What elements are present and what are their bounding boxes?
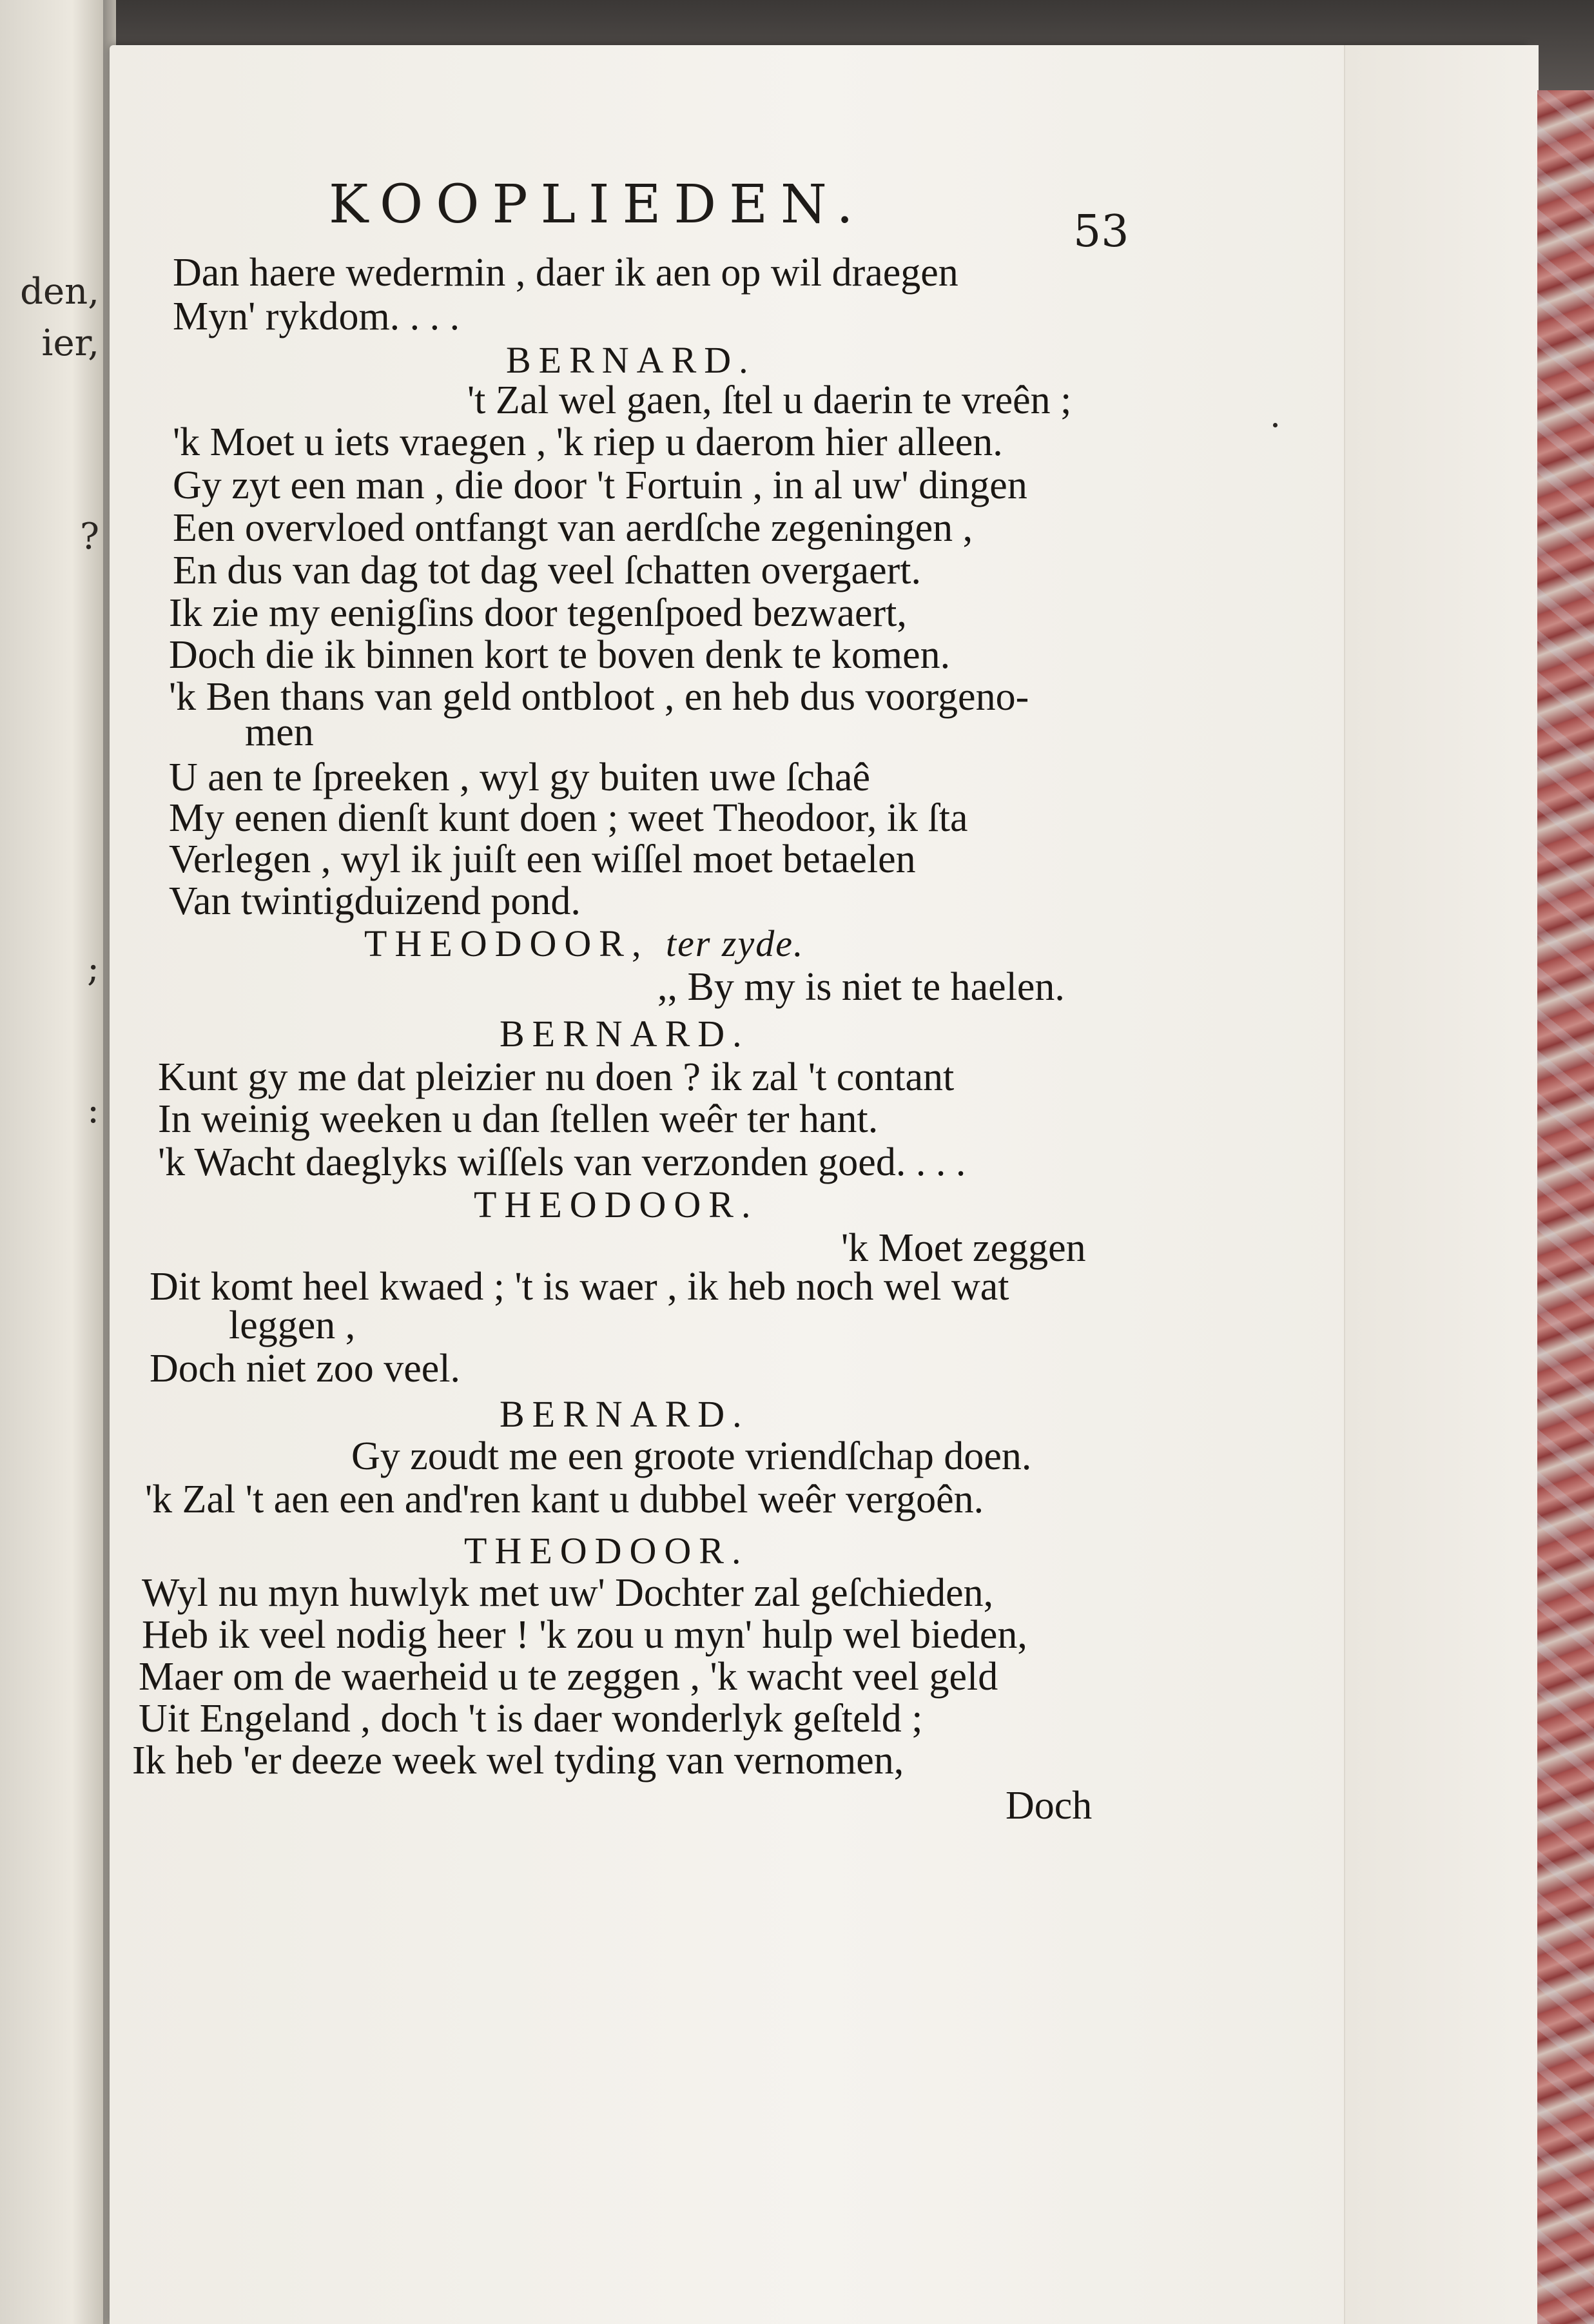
verse-line: 'k Moet zeggen — [841, 1226, 1086, 1270]
verse-line: Van twintigduizend pond. — [169, 879, 581, 923]
verse-line: Wyl nu myn huwlyk met uw' Dochter zal geſchieden, — [142, 1571, 994, 1615]
verse-line: Myn' rykdom. . . . — [173, 295, 460, 338]
speaker-label: THEODOOR, — [364, 923, 649, 964]
verse-line: Maer om de waerheid u te zeggen , 'k wacht veel geld — [139, 1655, 998, 1699]
verse-line: Ik zie my eenigſins door tegenſpoed bezwaert, — [169, 591, 907, 635]
left-page-fragment: ier, — [41, 322, 99, 364]
speaker-name: BERNARD. — [500, 1013, 750, 1055]
verse-line: In weinig weeken u dan ſtellen weêr ter hant. — [158, 1097, 879, 1141]
left-page-fragment: : — [87, 1089, 99, 1131]
verse-line: Doch die ik binnen kort te boven denk te komen. — [169, 633, 951, 677]
verse-line: Verlegen , wyl ik juiſt een wiſſel moet betaelen — [169, 837, 916, 881]
verse-line: 'k Ben thans van geld ontbloot , en heb dus voorgeno- — [169, 675, 1029, 719]
speaker-name: BERNARD. — [506, 339, 756, 381]
left-page-fragment: ; — [87, 948, 99, 990]
catchword: Doch — [1006, 1784, 1093, 1828]
paper-speck — [1273, 423, 1278, 427]
verse-line: 't Zal wel gaen, ſtel u daerin te vreên ; — [467, 378, 1072, 422]
speaker-name: THEODOOR. — [464, 1530, 749, 1572]
verse-line: ,, By my is niet te haelen. — [657, 965, 1065, 1009]
verse-line: En dus van dag tot dag veel ſchatten overgaert. — [173, 549, 921, 592]
stage-direction: ter zyde. — [665, 923, 804, 964]
page-number: 53 — [1073, 206, 1129, 257]
verse-line: Doch niet zoo veel. — [150, 1347, 461, 1391]
verse-line: Uit Engeland , doch 't is daer wonderlyk geſteld ; — [139, 1697, 923, 1741]
speaker-name: BERNARD. — [500, 1393, 750, 1435]
verse-line: 'k Wacht daeglyks wiſſels van verzonden goed. . . . — [158, 1140, 966, 1184]
verse-line: Gy zyt een man , die door 't Fortuin , in al uw' dingen — [173, 464, 1027, 507]
verse-line: men — [245, 710, 314, 754]
verse-line: 'k Moet u iets vraegen , 'k riep u daerom hier alleen. — [173, 420, 1003, 464]
verse-line: Dan haere wedermin , daer ik aen op wil draegen — [173, 251, 958, 295]
verse-line: Heb ik veel nodig heer ! 'k zou u myn' hulp wel bieden, — [142, 1613, 1027, 1657]
verse-line: My eenen dienſt kunt doen ; weet Theodoor, ik ſta — [169, 796, 968, 840]
verse-line: Ik heb 'er deeze week wel tyding van vernomen, — [132, 1739, 904, 1782]
left-page-fragment: ? — [79, 516, 99, 558]
verse-line: leggen , — [229, 1304, 356, 1347]
verse-line: Gy zoudt me een groote vriendſchap doen. — [351, 1434, 1032, 1478]
verse-line: U aen te ſpreeken , wyl gy buiten uwe ſchaê — [169, 756, 871, 799]
verse-line: 'k Zal 't aen een and'ren kant u dubbel weêr vergoên. — [145, 1478, 984, 1521]
speaker-name: THEODOOR. — [474, 1184, 759, 1225]
left-page-fragment: den, — [20, 271, 99, 313]
running-header: KOOPLIEDEN. — [329, 174, 866, 235]
verse-line: Dit komt heel kwaed ; 't is waer , ik heb noch wel wat — [150, 1265, 1009, 1309]
verse-line: Kunt gy me dat pleizier nu doen ? ik zal 't contant — [158, 1055, 955, 1099]
verse-line: Een overvloed ontfangt van aerdſche zegeningen , — [173, 506, 973, 550]
speaker-name — [364, 922, 804, 965]
